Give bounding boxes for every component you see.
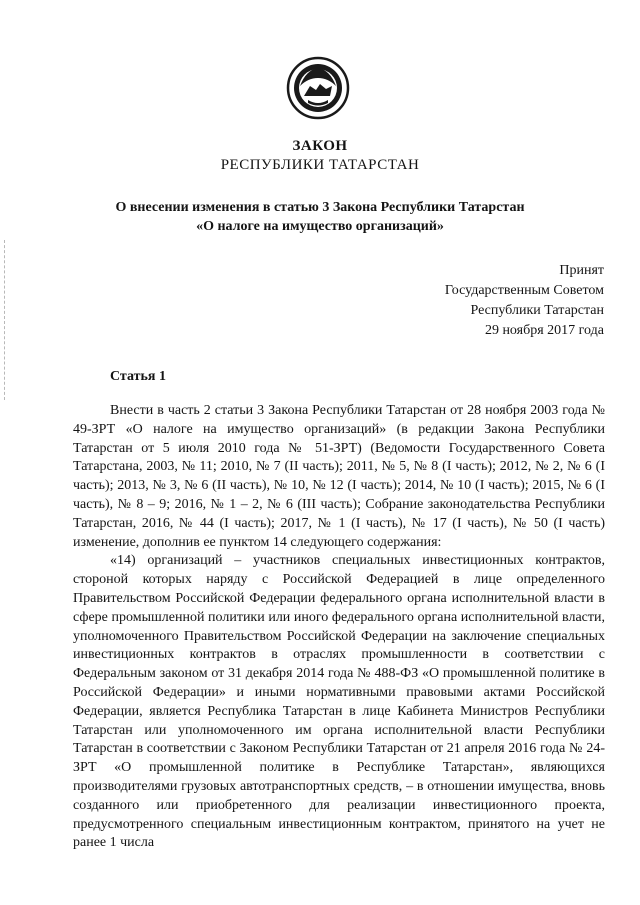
law-subject [0, 198, 640, 236]
subject-line-2: «О налоге на имущество организаций» [196, 219, 444, 234]
coat-of-arms-icon [286, 56, 350, 120]
subject-line-1: О внесении изменения в статью 3 Закона Республики Татарстан [115, 200, 525, 215]
adoption-line-1: Принят [559, 263, 604, 278]
adoption-line-3: Республики Татарстан [470, 303, 604, 318]
adoption-line-2: Государственным Советом [444, 283, 604, 298]
adoption-date: 29 ноября 2017 года [484, 323, 604, 338]
law-title: ЗАКОН [292, 138, 348, 154]
article-paragraph: Внести в часть 2 статьи 3 Закона Республики Татарстан от 28 ноября 2003 года № 49-ЗРТ «О налоге на имущество организаций» (в редакции Закона Республики Татарстан от 5 июля 2010 года № 51-ЗРТ) (Ведомости Государственного Совета Татарстана, 2003, № 11; 2010, № 7 (II часть); 2011, № 5, № 8 (I часть); 2012, № 2, № 6 (I часть); 2013, № 3, № 6 (II часть), № 10, № 12 (I часть); 2014, № 10 (I часть); 2015, № 6 (I часть), № 8 – 9; 2016, № 1 – 2, № 6 (III часть); Собрание законодательства Республики Татарстан, 2016, № 44 (I часть); 2017, № 1 (I часть), № 17 (I часть), № 50 (I часть) изменение, дополнив ее пунктом 14 следующего содержания: [73, 403, 605, 550]
article-body [73, 402, 605, 853]
scan-margin-marks [4, 240, 7, 400]
article-heading: Статья 1 [110, 369, 166, 384]
republic-title: РЕСПУБЛИКИ ТАТАРСТАН [220, 157, 420, 173]
adoption-block [445, 261, 604, 341]
article-paragraph: «14) организаций – участников специальных инвестиционных контрактов, стороной которых наряду с Российской Федерацией в лице определенного Правительством Российской Федерации федерального органа исполнительной власти в сфере промышленной политики или иного федерального органа исполнительной власти, уполномоченного Правительством Российской Федерации на заключение специальных инвестиционных контрактов в отраслях промышленности в соответствии с Федеральным законом от 31 декабря 2014 года № 488-ФЗ «О промышленной политике в Российской Федерации» и иными нормативными правовыми актами Российской Федерации, является Республика Татарстан в лице Кабинета Министров Республики Татарстан или уполномоченного им органа исполнительной власти Республики Татарстан в соответствии с Законом Республики Татарстан от 21 апреля 2016 года № 24-ЗРТ «О промышленной политике в Республике Татарстан», являющихся производителями грузовых автотранспортных средств, – в отношении имущества, вновь созданного или приобретенного для реализации инвестиционного проекта, предусмотренного специальным инвестиционным контрактом, принятого на учет не ранее 1 числа [73, 553, 605, 851]
